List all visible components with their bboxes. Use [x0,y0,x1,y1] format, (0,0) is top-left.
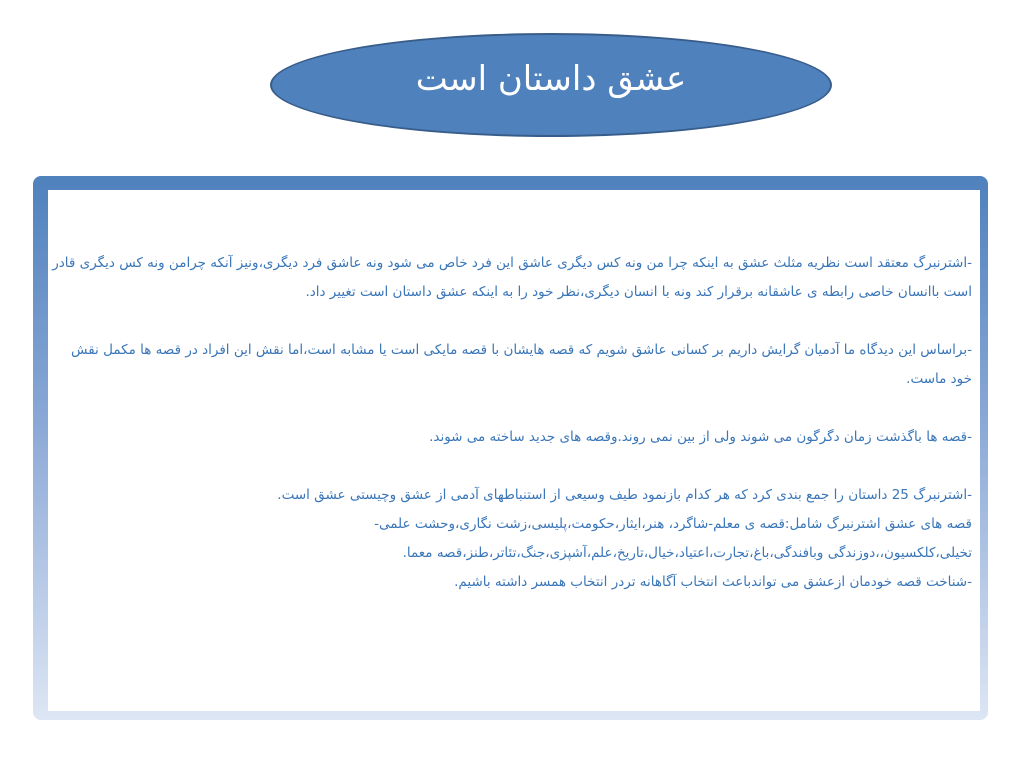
body-text [52,249,972,597]
paragraph-4-line-3: تخیلی،کلکسیون،،دوزندگی وبافندگی،باغ،تجارت،اعتیاد،خیال،تاریخ،علم،آشپزی،جنگ،تئاتر،طنز،قصه معما. [402,545,972,561]
paragraph-2: -براساس این دیدگاه ما آدمیان گرایش داریم بر کسانی عاشق شویم که قصه هایشان با قصه مایکی است یا مشابه است،اما نقش این افراد در قصه ها مکمل نقش خود ماست. [71,342,972,387]
title-ellipse [270,33,832,137]
slide-title: عشق داستان است [415,59,687,99]
paragraph-4-line-1: -اشترنبرگ 25 داستان را جمع بندی کرد که هر کدام بازنمود طیف وسیعی از استنباطهای آدمی از عشق وچیستی عشق است. [277,487,972,503]
paragraph-3: -قصه ها باگذشت زمان دگرگون می شوند ولی از بین نمی روند.وقصه های جدید ساخته می شوند. [429,429,972,445]
paragraph-1: -اشترنبرگ معتقد است نظریه مثلث عشق به اینکه چرا من ونه کس دیگری عاشق این فرد خاص می شود ونه عاشق فرد دیگری،ونیز آنکه چرامن ونه کس دیگری قادر است باانسان خاصی رابطه ی عاشقانه برقرار کند ونه با انسان دیگری،نظر خود را به اینکه عشق داستان است تغییر داد. [52,255,972,300]
paragraph-4-line-2: قصه های عشق اشترنبرگ شامل:قصه ی معلم-شاگرد، هنر،ایثار،حکومت،پلیسی،زشت نگاری،وحشت علمی- [374,516,972,532]
paragraph-4-line-4: -شناخت قصه خودمان ازعشق می تواندباعث انتخاب آگاهانه تردر انتخاب همسر داشته باشیم. [454,574,972,590]
